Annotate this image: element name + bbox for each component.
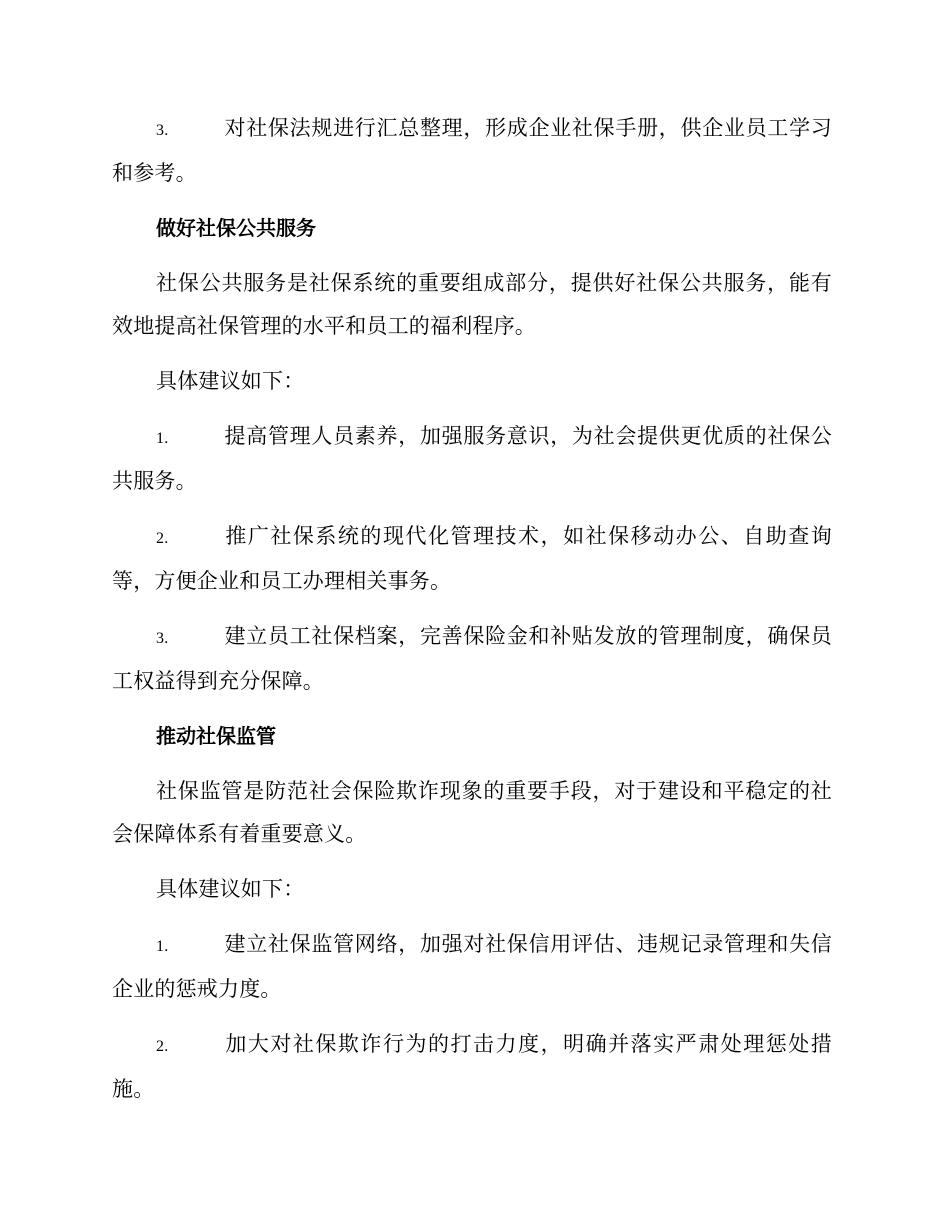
list-number: 3.: [156, 630, 169, 647]
section-heading: 做好社保公共服务: [156, 216, 316, 240]
list-number: 1.: [156, 430, 169, 447]
list-item-text: 提高管理人员素养，加强服务意识，为社会提供更优质的社保公共服务。: [112, 424, 832, 493]
document-body: [112, 107, 832, 1123]
list-number: 2.: [156, 530, 169, 547]
list-item: [112, 1023, 832, 1111]
list-item: [112, 415, 832, 503]
list-item-text: 建立社保监管网络，加强对社保信用评估、违规记录管理和失信企业的惩戒力度。: [112, 932, 832, 1001]
paragraph: 具体建议如下：: [156, 877, 305, 901]
paragraph: 社保监管是防范社会保险欺诈现象的重要手段，对于建设和平稳定的社会保障体系有着重要意义。: [112, 779, 832, 846]
list-item: [112, 515, 832, 603]
list-number: 2.: [156, 1038, 169, 1055]
paragraph: 社保公共服务是社保系统的重要组成部分，提供好社保公共服务，能有效地提高社保管理的水平和员工的福利程序。: [112, 271, 832, 338]
list-item: [112, 107, 832, 195]
list-item-text: 建立员工社保档案，完善保险金和补贴发放的管理制度，确保员工权益得到充分保障。: [112, 624, 832, 693]
section-heading: 推动社保监管: [156, 724, 276, 748]
list-item: [112, 615, 832, 703]
list-number: 3.: [156, 122, 169, 139]
list-number: 1.: [156, 938, 169, 955]
list-item: [112, 923, 832, 1011]
list-item-text: 推广社保系统的现代化管理技术，如社保移动办公、自助查询等，方便企业和员工办理相关事务。: [112, 524, 832, 593]
paragraph: 具体建议如下：: [156, 369, 305, 393]
list-item-text: 加大对社保欺诈行为的打击力度，明确并落实严肃处理惩处措施。: [112, 1032, 832, 1101]
list-item-text: 对社保法规进行汇总整理，形成企业社保手册，供企业员工学习和参考。: [112, 116, 832, 185]
